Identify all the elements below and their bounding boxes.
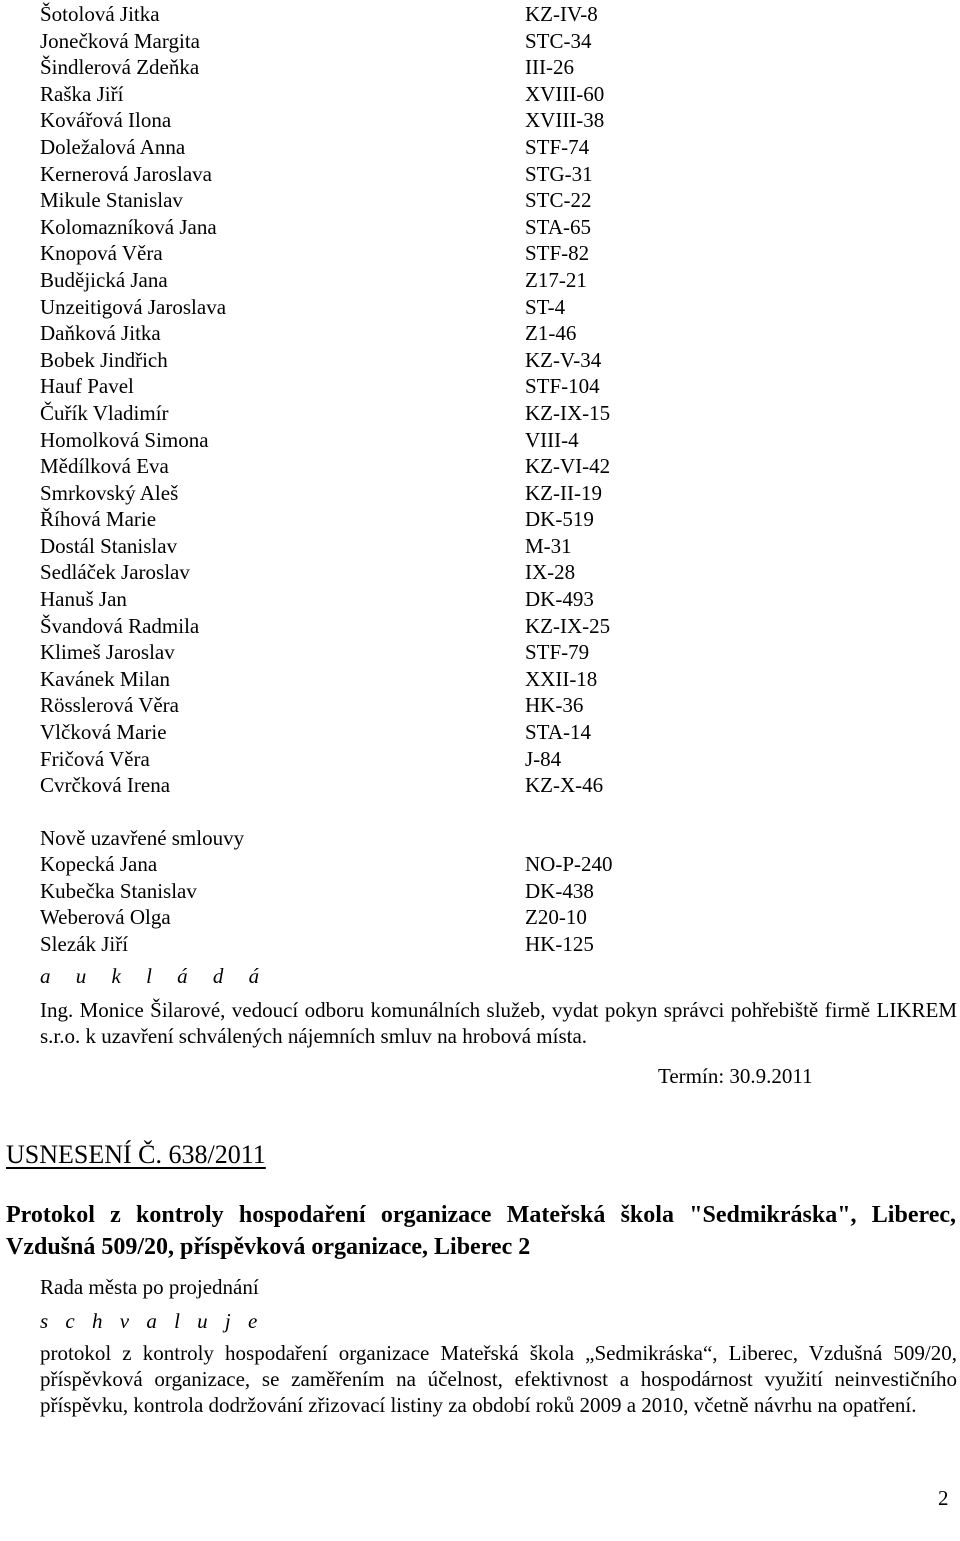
grave-code: DK-519 [525, 507, 594, 532]
list-item [40, 453, 740, 480]
list-item [40, 480, 740, 507]
person-name: Klimeš Jaroslav [40, 640, 175, 665]
grave-code: XVIII-60 [525, 81, 605, 106]
list-item [40, 931, 740, 958]
person-name: Mědílková Eva [40, 454, 169, 479]
person-name: Vlčková Marie [40, 720, 167, 745]
list-item [40, 107, 740, 134]
list-item [40, 187, 740, 214]
person-name: Kopecká Jana [40, 852, 158, 876]
grave-code: KZ-IV-8 [525, 2, 598, 26]
council-text: Rada města po projednání [40, 1275, 259, 1299]
person-name: Slezák Jiří [40, 931, 129, 956]
grave-code: KZ-IX-15 [525, 400, 611, 425]
uklada-text: Ing. Monice Šilarové, vedoucí odboru komunálních služeb, vydat pokyn správci pohřebiště firmě LIKREM s.r.o. k uzavření schválených nájemních smluv na hrobová místa. [40, 998, 957, 1048]
grave-code: Z20-10 [525, 905, 587, 930]
person-name: Weberová Olga [40, 905, 171, 930]
grave-code: IX-28 [525, 560, 576, 585]
list-item [40, 427, 740, 454]
grave-code: STF-74 [525, 134, 590, 159]
grave-code: KZ-II-19 [525, 480, 602, 505]
list-item [40, 134, 740, 161]
list-item [40, 54, 740, 81]
grave-code: Z1-46 [525, 321, 577, 346]
person-name: Budějická Jana [40, 267, 168, 292]
list-item [40, 294, 740, 321]
list-item [40, 613, 740, 640]
grave-code: KZ-VI-42 [525, 454, 611, 479]
person-name: Unzeitigová Jaroslava [40, 294, 227, 319]
grave-code: STC-22 [525, 188, 592, 213]
person-name: Kubečka Stanislav [40, 878, 197, 903]
grave-code: STA-65 [525, 214, 591, 239]
grave-code: VIII-4 [525, 427, 579, 452]
list-item [40, 373, 740, 400]
grave-code: STF-104 [525, 374, 600, 399]
schvaluje-text: protokol z kontroly hospodaření organizace Mateřská škola „Sedmikráska“, Liberec, Vzdušná 509/20, příspěvková organizace, se zaměřením na účelnost, efektivnost a hospodárnost využití neinvestičního příspěvku, kontrola dodržování zřizovací listiny za období roků 2009 a 2010, včetně návrhu na opatření. [40, 1341, 957, 1417]
person-name: Fričová Věra [40, 746, 150, 771]
person-name: Kernerová Jaroslava [40, 161, 212, 186]
existing-contracts-list [40, 1, 740, 799]
grave-code: STC-34 [525, 28, 592, 53]
person-name: Hanuš Jan [40, 587, 127, 612]
person-name: Švandová Radmila [40, 613, 200, 638]
list-item [40, 772, 740, 799]
list-item [40, 692, 740, 719]
grave-code: STA-14 [525, 720, 591, 745]
list-item [40, 506, 740, 533]
list-item [40, 400, 740, 427]
person-name: Hauf Pavel [40, 374, 134, 399]
grave-code: STF-82 [525, 241, 590, 266]
list-item [40, 851, 740, 878]
grave-code: J-84 [525, 746, 562, 771]
person-name: Jonečková Margita [40, 28, 200, 53]
list-item [40, 267, 740, 294]
grave-code: KZ-IX-25 [525, 613, 611, 638]
new-contracts-heading: Nově uzavřené smlouvy [40, 826, 245, 850]
grave-code: KZ-X-46 [525, 773, 604, 798]
person-name: Kolomazníková Jana [40, 214, 217, 239]
person-name: Doležalová Anna [40, 134, 186, 159]
list-item [40, 878, 740, 905]
person-name: Šotolová Jitka [40, 2, 160, 26]
list-item [40, 347, 740, 374]
grave-code: DK-438 [525, 878, 594, 903]
person-name: Mikule Stanislav [40, 188, 183, 213]
person-name: Raška Jiří [40, 81, 124, 106]
person-name: Kavánek Milan [40, 666, 171, 691]
list-item [40, 161, 740, 188]
page-number: 2 [938, 1486, 949, 1510]
grave-code: HK-36 [525, 693, 584, 718]
grave-code: STF-79 [525, 640, 590, 665]
list-item [40, 240, 740, 267]
person-name: Homolková Simona [40, 427, 209, 452]
grave-code: STG-31 [525, 161, 593, 186]
list-item [40, 214, 740, 241]
person-name: Šindlerová Zdeňka [40, 55, 200, 80]
grave-code: KZ-V-34 [525, 347, 602, 372]
person-name: Rösslerová Věra [40, 693, 179, 718]
grave-code: NO-P-240 [525, 852, 613, 876]
person-name: Bobek Jindřich [40, 347, 168, 372]
list-item [40, 719, 740, 746]
grave-code: XXII-18 [525, 666, 598, 691]
list-item [40, 639, 740, 666]
new-contracts-list [40, 851, 740, 957]
person-name: Kovářová Ilona [40, 108, 172, 133]
list-item [40, 81, 740, 108]
person-name: Dostál Stanislav [40, 533, 178, 558]
list-item [40, 1, 740, 28]
list-item [40, 533, 740, 560]
grave-code: XVIII-38 [525, 108, 605, 133]
list-item [40, 559, 740, 586]
list-item [40, 28, 740, 55]
uklada-label: a u k l á d á [40, 964, 270, 988]
person-name: Daňková Jitka [40, 321, 161, 346]
list-item [40, 746, 740, 773]
protocol-title: Protokol z kontroly hospodaření organizace Mateřská škola "Sedmikráska", Liberec, Vzdušná 509/20, příspěvková organizace, Liberec 2 [6, 1202, 956, 1260]
list-item [40, 904, 740, 931]
grave-code: ST-4 [525, 294, 566, 319]
person-name: Cvrčková Irena [40, 773, 171, 798]
person-name: Říhová Marie [40, 507, 157, 532]
person-name: Smrkovský Aleš [40, 480, 179, 505]
person-name: Sedláček Jaroslav [40, 560, 190, 585]
schvaluje-label: s c h v a l u j e [40, 1309, 264, 1333]
list-item [40, 320, 740, 347]
person-name: Knopová Věra [40, 241, 163, 266]
deadline-text: Termín: 30.9.2011 [658, 1064, 813, 1088]
person-name: Čuřík Vladimír [40, 400, 169, 425]
grave-code: DK-493 [525, 587, 594, 612]
grave-code: M-31 [525, 533, 572, 558]
grave-code: III-26 [525, 55, 574, 80]
list-item [40, 666, 740, 693]
grave-code: HK-125 [525, 931, 594, 956]
grave-code: Z17-21 [525, 267, 587, 292]
resolution-heading: USNESENÍ Č. 638/2011 [6, 1140, 266, 1169]
list-item [40, 586, 740, 613]
